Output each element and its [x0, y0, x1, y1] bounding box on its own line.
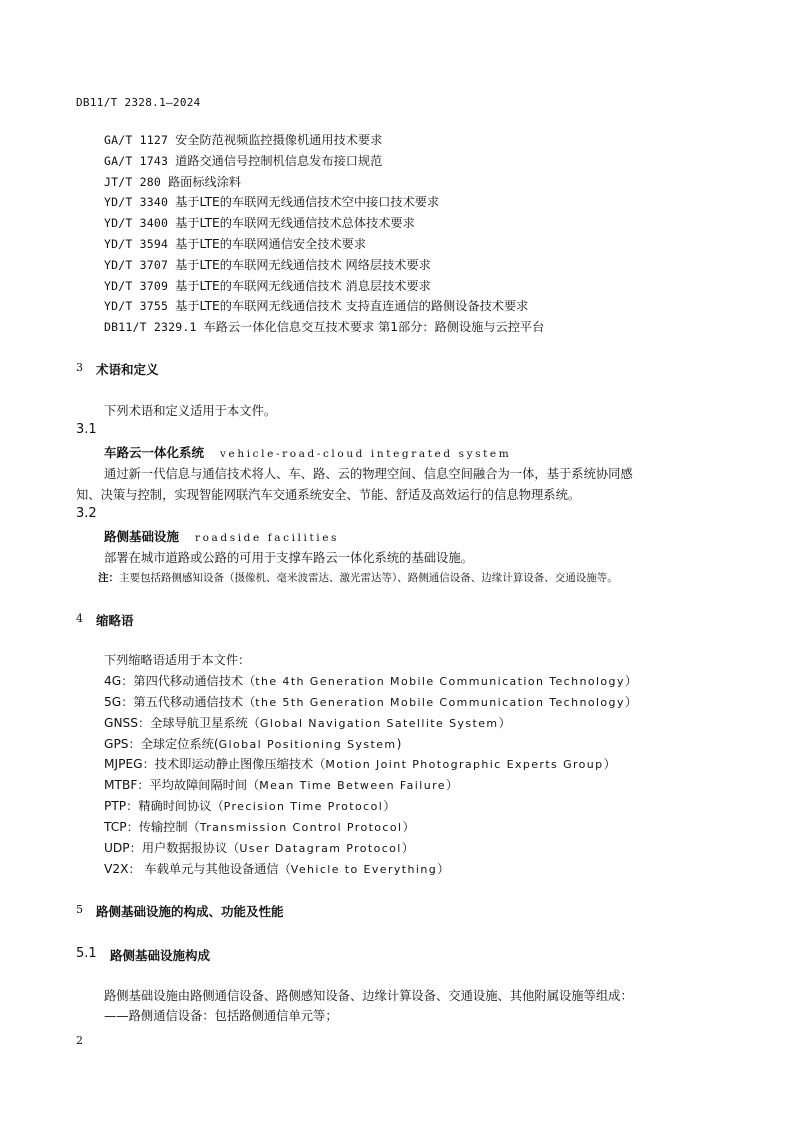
abbreviation-close: ） [624, 673, 638, 688]
abbreviation-zh: GPS：全球定位系统( [104, 736, 219, 751]
abbreviation-close: ） [603, 757, 616, 772]
normative-references-list [104, 130, 544, 338]
section-3-number: 3 [76, 361, 83, 374]
reference-code: GA/T 1127 [104, 133, 169, 147]
reference-title: 基于LTE的车联网无线通信技术空中接口技术要求 [175, 195, 440, 210]
section-5-1-paragraph: 路侧基础设施由路侧通信设备、路侧感知设备、边缘计算设备、交通设施、其他附属设施等组成： [104, 989, 633, 1003]
abbreviation-en: Mean Time Between Failure [259, 779, 446, 793]
reference-code: YD/T 3400 [104, 216, 169, 231]
reference-title: 道路交通信号控制机信息发布接口规范 [175, 153, 383, 168]
section-4-number: 4 [76, 612, 83, 625]
section-4-title: 缩略语 [96, 613, 134, 628]
section-4-intro: 下列缩略语适用于本文件： [104, 653, 251, 667]
reference-item [104, 296, 544, 317]
term-3-1-heading [104, 443, 511, 461]
reference-code: YD/T 3340 [104, 195, 169, 210]
abbreviation-close: ） [401, 841, 414, 856]
reference-code: YD/T 3594 [104, 236, 169, 251]
reference-title: 基于LTE的车联网通信安全技术要求 [175, 236, 367, 251]
abbreviation-en: User Datagram Protocol [239, 842, 402, 856]
page-header: DB11/T 2328.1—2024 [76, 96, 201, 109]
reference-item [104, 317, 544, 338]
term-3-2-number: 3.2 [76, 506, 97, 521]
abbreviation-en: Global Positioning System [218, 737, 397, 751]
abbreviation-zh: V2X： 车载单元与其他设备通信（ [104, 861, 291, 876]
reference-item [104, 213, 544, 234]
abbreviations-list [104, 650, 637, 880]
abbreviation-close: ） [383, 799, 396, 814]
abbreviation-en: Motion Joint Photographic Experts Group [325, 758, 604, 772]
reference-code: JT/T 280 [104, 174, 161, 189]
abbreviation-en: the 4th Generation Mobile Communication Technology [255, 674, 625, 688]
abbreviation-zh: MJPEG：技术即运动静止图像压缩技术（ [104, 757, 326, 772]
abbreviation-en: Vehicle to Everything [290, 862, 438, 876]
reference-code: YD/T 3707 [104, 257, 169, 272]
section-5-number: 5 [76, 903, 83, 916]
abbreviation-item [104, 796, 637, 817]
section-3-title: 术语和定义 [96, 362, 159, 377]
abbreviation-item [104, 692, 637, 713]
reference-item [104, 234, 544, 255]
term-3-2-note [98, 570, 618, 585]
reference-item [104, 172, 544, 193]
reference-title: 安全防范视频监控摄像机通用技术要求 [175, 133, 383, 147]
abbreviation-zh: PTP：精确时间协议（ [104, 799, 224, 814]
abbreviation-close: ） [624, 694, 638, 709]
term-3-2-definition: 部署在城市道路或公路的可用于支撑车路云一体化系统的基础设施。 [104, 551, 473, 565]
section-5-title: 路侧基础设施的构成、功能及性能 [96, 904, 284, 919]
term-3-1-number: 3.1 [76, 422, 97, 437]
reference-title: 车路云一体化信息交互技术要求 第1部分：路侧设施与云控平台 [203, 320, 545, 335]
reference-title: 基于LTE的车联网无线通信技术 网络层技术要求 [175, 257, 431, 272]
reference-item [104, 151, 544, 172]
abbreviation-close: ） [437, 861, 450, 876]
reference-item [104, 276, 544, 297]
abbreviation-item [104, 713, 637, 734]
reference-item [104, 255, 544, 276]
reference-item [104, 130, 544, 151]
section-5-1-number: 5.1 [76, 946, 97, 961]
abbreviation-close: ） [498, 715, 511, 730]
abbreviation-zh: UDP：用户数据报协议（ [104, 841, 240, 856]
term-3-1-definition-line2: 知、决策与控制，实现智能网联汽车交通系统安全、节能、舒适及高效运行的信息物理系统。 [76, 488, 581, 502]
abbreviation-en: Transmission Control Protocol [199, 821, 403, 835]
abbreviation-item [104, 734, 637, 755]
abbreviation-zh: MTBF：平均故障间隔时间（ [104, 778, 260, 793]
abbreviation-item [104, 671, 637, 692]
section-5-1-title: 路侧基础设施构成 [110, 948, 211, 963]
abbreviation-item [104, 838, 637, 859]
term-3-1-definition-line1: 通过新一代信息与通信技术将人、车、路、云的物理空间、信息空间融合为一体，基于系统协同感 [104, 467, 633, 481]
abbreviation-close: ) [396, 736, 402, 751]
abbreviation-zh: 5G：第五代移动通信技术（ [104, 694, 256, 709]
abbreviation-en: Global Navigation Satellite System [259, 716, 499, 730]
page-number: 2 [76, 1034, 83, 1047]
reference-title: 基于LTE的车联网无线通信技术 支持直连通信的路侧设备技术要求 [175, 299, 529, 314]
abbreviation-zh: TCP：传输控制（ [104, 820, 200, 835]
reference-code: YD/T 3709 [104, 278, 169, 293]
reference-title: 路面标线涂料 [168, 174, 242, 189]
note-text: 主要包括路侧感知设备（摄像机、毫米波雷达、激光雷达等）、路侧通信设备、边缘计算设备、交通设施等。 [119, 572, 618, 584]
abbreviation-close: ） [402, 820, 415, 835]
abbreviation-zh: GNSS：全球导航卫星系统（ [104, 715, 260, 730]
reference-code: GA/T 1743 [104, 153, 169, 168]
reference-title: 基于LTE的车联网无线通信技术 消息层技术要求 [175, 278, 431, 293]
reference-title: 基于LTE的车联网无线通信技术总体技术要求 [175, 216, 415, 231]
abbreviation-zh: 4G：第四代移动通信技术（ [104, 673, 256, 688]
abbreviation-en: Precision Time Protocol [223, 800, 384, 814]
abbreviation-item [104, 775, 637, 796]
term-3-1-en: vehicle-road-cloud integrated system [220, 448, 512, 460]
abbreviation-close: ） [445, 778, 459, 793]
term-3-2-heading [104, 527, 339, 545]
abbreviation-en: the 5th Generation Mobile Communication Technology [255, 695, 625, 709]
term-3-2-en: roadside facilities [195, 532, 340, 544]
section-3-intro: 下列术语和定义适用于本文件。 [104, 404, 277, 418]
reference-code: DB11/T 2329.1 [104, 320, 197, 335]
reference-code: YD/T 3755 [104, 299, 169, 314]
term-3-1-zh: 车路云一体化系统 [104, 445, 205, 460]
section-5-1-item-1: ——路侧通信设备：包括路侧通信单元等； [104, 1009, 338, 1023]
abbreviation-item [104, 859, 637, 880]
note-label: 注： [98, 572, 119, 584]
abbreviation-item [104, 817, 637, 838]
abbreviation-item [104, 754, 637, 775]
reference-item [104, 192, 544, 213]
term-3-2-zh: 路侧基础设施 [104, 529, 180, 544]
